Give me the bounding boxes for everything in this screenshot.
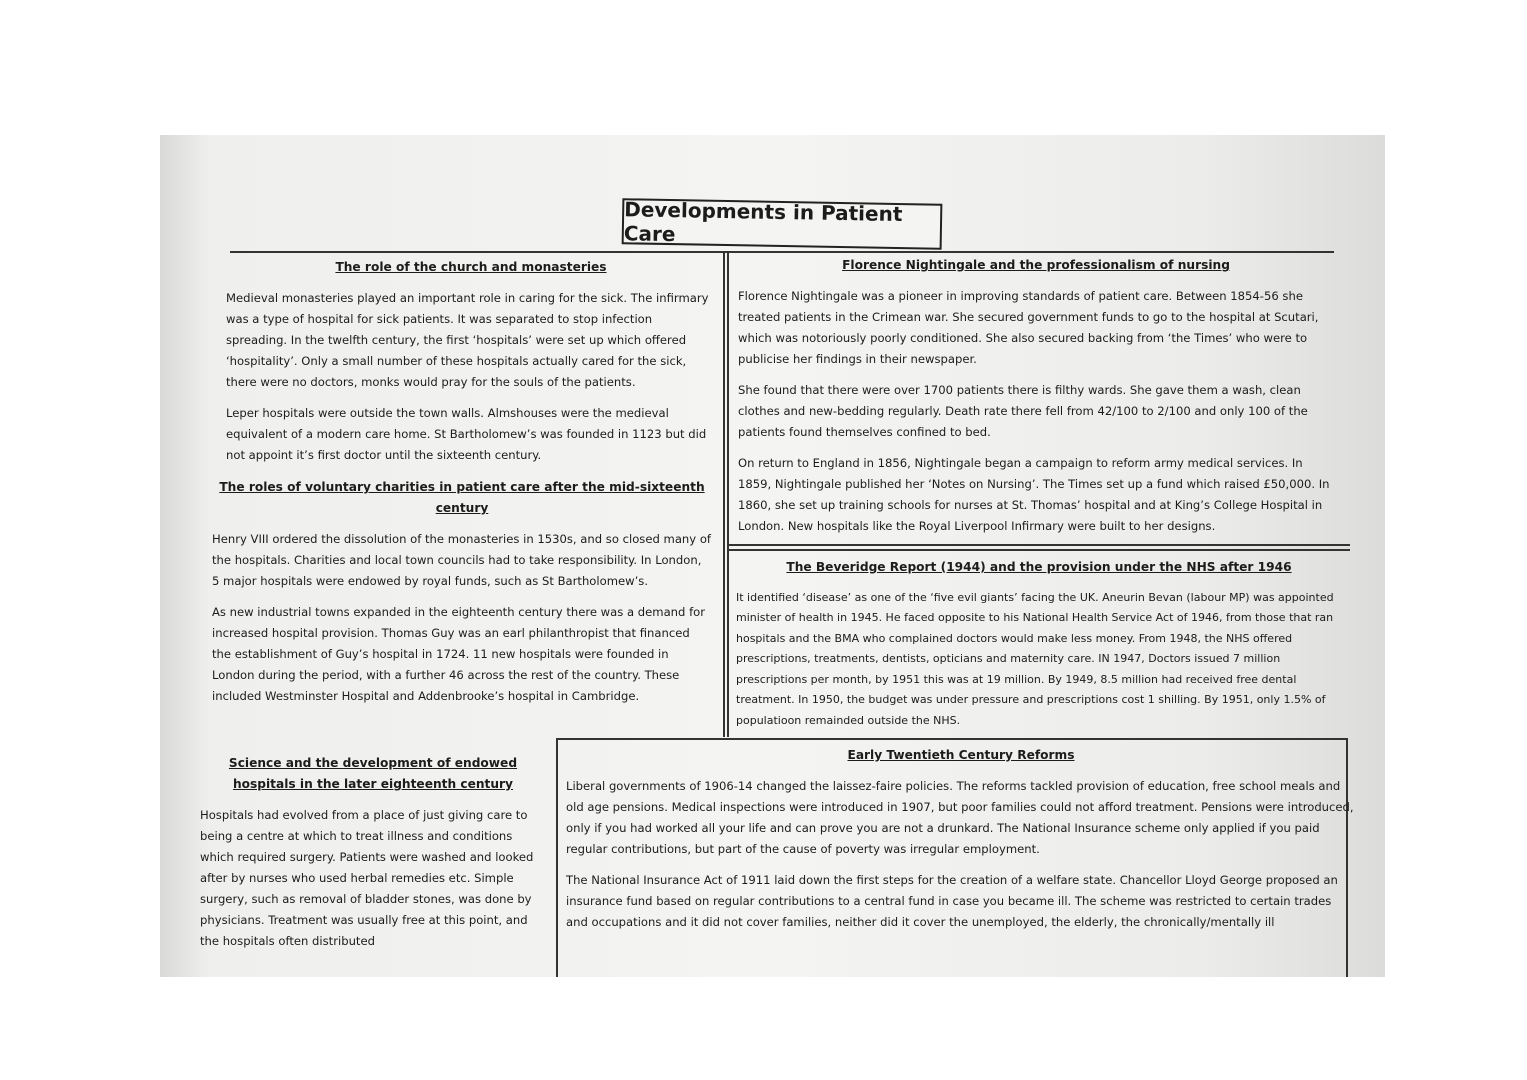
lower-column-divider: [556, 738, 558, 977]
science-heading: Science and the development of endowed hospitals in the later eighteenth century: [228, 756, 518, 791]
beveridge-heading: The Beveridge Report (1944) and the provision under the NHS after 1946: [786, 560, 1292, 574]
nightingale-heading: Florence Nightingale and the professionalism of nursing: [842, 258, 1230, 272]
science-section: [200, 753, 546, 962]
reforms-heading: Early Twentieth Century Reforms: [847, 748, 1075, 762]
church-paragraph-1: Medieval monasteries played an important role in caring for the sick. The infirmary was a type of hospital for sick patients. It was separated to stop infection spreading. In the twelfth century, the first ‘hospitals’ were set up which offered ‘hospitality’. Only a small number of these hospitals actually cared for the sick, there were no doctors, monks would pray for the souls of the patients.: [226, 291, 709, 389]
beveridge-top-rule: [727, 549, 1350, 551]
charities-section: [212, 477, 712, 717]
reforms-paragraph-2: The National Insurance Act of 1911 laid down the first steps for the creation of a welfare state. Chancellor Lloyd George proposed an insurance fund based on regular contributions to a central fund in case you became ill. The scheme was restricted to certain trades and occupations and it did not cover families, neither did it cover the unemployed, the elderly, the chronically/mentally ill: [566, 873, 1338, 929]
beveridge-section: [736, 557, 1342, 741]
charities-paragraph-2: As new industrial towns expanded in the eighteenth century there was a demand for increased hospital provision. Thomas Guy was an earl philanthropist that financed the establishment of Guy’s hospital in 1724. 11 new hospitals were founded in London during the period, with a further 46 across the rest of the country. These included Westminster Hospital and Addenbrooke’s hospital in Cambridge.: [212, 605, 706, 703]
page-title: Developments in Patient Care: [622, 198, 943, 250]
reforms-section: [566, 745, 1356, 943]
church-heading: The role of the church and monasteries: [335, 260, 607, 274]
church-section: [226, 257, 716, 476]
nightingale-paragraph-3: On return to England in 1856, Nightingale began a campaign to reform army medical services. In 1859, Nightingale published her ‘Notes on Nursing’. The Times set up a fund which raised £50,000. In 1860, she set up training schools for nurses at St. Thomas’ hospital and at King’s College Hospital in London. New hospitals like the Royal Liverpool Infirmary were built to her designs.: [738, 456, 1330, 533]
nightingale-paragraph-1: Florence Nightingale was a pioneer in improving standards of patient care. Between 1854-56 she treated patients in the Crimean war. She secured government funds to go to the hospital at Scutari, which was notoriously poorly conditioned. She also secured backing from ‘the Times’ who were to publicise her findings in their newspaper.: [738, 289, 1319, 366]
nightingale-paragraph-2: She found that there were over 1700 patients there is filthy wards. She gave them a wash, clean clothes and new-bedding regularly. Death rate there fell from 42/100 to 2/100 and only 100 of the patients found themselves confined to bed.: [738, 383, 1308, 439]
charities-paragraph-1: Henry VIII ordered the dissolution of the monasteries in 1530s, and so closed many of the hospitals. Charities and local town councils had to take responsibility. In London, 5 major hospitals were endowed by royal funds, such as St Bartholomew’s.: [212, 532, 711, 588]
science-paragraph-1: Hospitals had evolved from a place of just giving care to being a centre at which to treat illness and conditions which required surgery. Patients were washed and looked after by nurses who used herbal remedies etc. Simple surgery, such as removal of bladder stones, was done by physicians. Treatment was usually free at this point, and the hospitals often distributed: [200, 808, 534, 948]
church-paragraph-2: Leper hospitals were outside the town walls. Almshouses were the medieval equivalent of a modern care home. St Bartholomew’s was founded in 1123 but did not appoint it’s first doctor until the sixteenth century.: [226, 406, 707, 462]
document-page: [160, 135, 1385, 977]
reforms-paragraph-1: Liberal governments of 1906-14 changed the laissez-faire policies. The reforms tackled provision of education, free school meals and old age pensions. Medical inspections were introduced in 1907, but poor families could not afford treatment. Pensions were introduced, only if you had worked all your life and can prove you are not a drunkard. The National Insurance scheme only applied if you paid regular contributions, but part of the cause of poverty was irregular employment.: [566, 779, 1354, 856]
charities-heading: The roles of voluntary charities in patient care after the mid-sixteenth century: [219, 480, 705, 515]
column-divider-inner: [727, 253, 729, 737]
title-rule: [230, 251, 1334, 253]
column-divider: [723, 253, 725, 737]
beveridge-paragraph-1: It identified ‘disease’ as one of the ‘five evil giants’ facing the UK. Aneurin Bevan (labour MP) was appointed minister of health in 1945. He faced opposite to his National Health Service Act of 1946, from those that ran hospitals and the BMA who complained doctors would make less money. From 1948, the NHS offered prescriptions, treatments, dentists, opticians and maternity care. IN 1947, Doctors issued 7 million prescriptions per month, by 1951 this was at 19 million. By 1949, 8.5 million had received free dental treatment. In 1950, the budget was under pressure and prescriptions cost 1 shilling. By 1951, only 1.5% of populatioon remainded outside the NHS.: [736, 590, 1334, 727]
nightingale-section: [738, 255, 1334, 547]
page-edge-mark: [1346, 943, 1347, 957]
